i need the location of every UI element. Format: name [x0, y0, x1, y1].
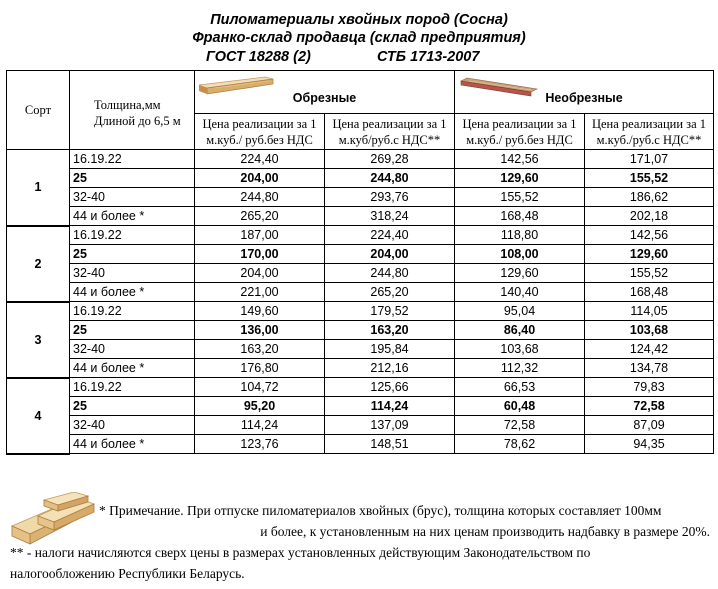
edged-price-no-vat: 265,20 [195, 207, 325, 226]
edged-price-vat: 114,24 [325, 397, 455, 416]
col-edged-no-vat: Цена реализации за 1 м.куб./ руб.без НДС [195, 114, 325, 150]
lumber-stack-icon [10, 492, 98, 548]
thickness-cell: 32-40 [70, 188, 195, 207]
table-row [7, 150, 714, 169]
col-unedged-vat: Цена реализации за 1 м.куб./руб.с НДС** [585, 114, 714, 150]
price-table [6, 70, 714, 455]
table-row [7, 207, 714, 226]
unedged-price-vat: 94,35 [585, 435, 714, 454]
table-row [7, 264, 714, 283]
edged-price-no-vat: 104,72 [195, 378, 325, 397]
unedged-price-no-vat: 103,68 [455, 340, 585, 359]
unedged-price-no-vat: 72,58 [455, 416, 585, 435]
table-row [7, 321, 714, 340]
edged-price-no-vat: 204,00 [195, 169, 325, 188]
thickness-cell: 16.19.22 [70, 378, 195, 397]
unedged-price-vat: 168,48 [585, 283, 714, 302]
unedged-price-no-vat: 168,48 [455, 207, 585, 226]
thickness-cell: 44 и более * [70, 207, 195, 226]
thickness-cell: 25 [70, 245, 195, 264]
edged-price-no-vat: 149,60 [195, 302, 325, 321]
edged-price-vat: 137,09 [325, 416, 455, 435]
edged-price-vat: 125,66 [325, 378, 455, 397]
table-row [7, 435, 714, 454]
edged-price-no-vat: 123,76 [195, 435, 325, 454]
thickness-label: Толщина,мм [94, 98, 161, 112]
unedged-price-vat: 129,60 [585, 245, 714, 264]
table-row [7, 188, 714, 207]
note-2-line-2: налогообложению Республики Беларусь. [10, 566, 245, 581]
unedged-price-vat: 114,05 [585, 302, 714, 321]
edged-price-vat: 195,84 [325, 340, 455, 359]
unedged-header [455, 71, 714, 114]
unedged-price-vat: 134,78 [585, 359, 714, 378]
note-2-line-1: ** - налоги начисляются сверх цены в размерах установленных действующим Законодательством по [10, 545, 591, 560]
edged-price-no-vat: 114,24 [195, 416, 325, 435]
thickness-cell: 25 [70, 321, 195, 340]
thickness-header [70, 71, 195, 150]
thickness-cell: 25 [70, 397, 195, 416]
table-row [7, 245, 714, 264]
edged-price-no-vat: 95,20 [195, 397, 325, 416]
stb-label: СТБ 1713-2007 [377, 49, 480, 65]
length-label: Длиной до 6,5 м [94, 114, 181, 128]
unedged-price-no-vat: 118,80 [455, 226, 585, 245]
edged-price-no-vat: 204,00 [195, 264, 325, 283]
unedged-price-vat: 155,52 [585, 169, 714, 188]
edged-price-vat: 269,28 [325, 150, 455, 169]
grade-cell: 1 [7, 150, 70, 226]
grade-cell: 4 [7, 378, 70, 454]
thickness-cell: 16.19.22 [70, 302, 195, 321]
unedged-price-vat: 124,42 [585, 340, 714, 359]
edged-price-no-vat: 187,00 [195, 226, 325, 245]
edged-price-no-vat: 176,80 [195, 359, 325, 378]
thickness-cell: 16.19.22 [70, 150, 195, 169]
edged-price-no-vat: 136,00 [195, 321, 325, 340]
edged-price-no-vat: 163,20 [195, 340, 325, 359]
edged-price-vat: 265,20 [325, 283, 455, 302]
unedged-price-vat: 171,07 [585, 150, 714, 169]
edged-price-no-vat: 170,00 [195, 245, 325, 264]
grade-cell: 2 [7, 226, 70, 302]
thickness-cell: 44 и более * [70, 283, 195, 302]
sort-header: Сорт [7, 71, 70, 150]
table-row [7, 359, 714, 378]
unedged-price-no-vat: 86,40 [455, 321, 585, 340]
edged-price-vat: 244,80 [325, 264, 455, 283]
unedged-price-vat: 79,83 [585, 378, 714, 397]
edged-price-vat: 244,80 [325, 169, 455, 188]
table-row [7, 397, 714, 416]
unedged-price-no-vat: 95,04 [455, 302, 585, 321]
gost-label: ГОСТ 18288 (2) [206, 49, 311, 65]
title-line-1: Пиломатериалы хвойных пород (Сосна) [210, 12, 508, 28]
unedged-price-vat: 155,52 [585, 264, 714, 283]
unedged-price-no-vat: 78,62 [455, 435, 585, 454]
edged-price-no-vat: 244,80 [195, 188, 325, 207]
unedged-price-vat: 103,68 [585, 321, 714, 340]
unedged-price-vat: 142,56 [585, 226, 714, 245]
edged-header [195, 71, 455, 114]
edged-price-vat: 212,16 [325, 359, 455, 378]
table-row [7, 378, 714, 397]
edged-price-vat: 224,40 [325, 226, 455, 245]
note-1-line-1: * Примечание. При отпуске пиломатериалов хвойных (брус), толщина которых составляет 100мм [99, 503, 662, 518]
unedged-price-no-vat: 66,53 [455, 378, 585, 397]
edged-price-vat: 293,76 [325, 188, 455, 207]
edged-label: Обрезные [292, 91, 357, 105]
edged-price-vat: 148,51 [325, 435, 455, 454]
unedged-price-no-vat: 60,48 [455, 397, 585, 416]
col-edged-vat: Цена реализации за 1 м.куб/руб.с НДС** [325, 114, 455, 150]
unedged-price-no-vat: 142,56 [455, 150, 585, 169]
unedged-price-no-vat: 129,60 [455, 169, 585, 188]
unedged-price-vat: 202,18 [585, 207, 714, 226]
table-row [7, 283, 714, 302]
table-row [7, 169, 714, 188]
unedged-price-vat: 87,09 [585, 416, 714, 435]
table-row [7, 302, 714, 321]
unedged-price-no-vat: 129,60 [455, 264, 585, 283]
col-unedged-no-vat: Цена реализации за 1 м.куб./ руб.без НДС [455, 114, 585, 150]
thickness-cell: 32-40 [70, 264, 195, 283]
table-row [7, 416, 714, 435]
thickness-cell: 44 и более * [70, 359, 195, 378]
unedged-price-vat: 186,62 [585, 188, 714, 207]
unedged-price-no-vat: 155,52 [455, 188, 585, 207]
edged-price-vat: 204,00 [325, 245, 455, 264]
thickness-cell: 44 и более * [70, 435, 195, 454]
grade-cell: 3 [7, 302, 70, 378]
edged-price-no-vat: 221,00 [195, 283, 325, 302]
edged-price-vat: 163,20 [325, 321, 455, 340]
edged-price-vat: 318,24 [325, 207, 455, 226]
unedged-price-no-vat: 112,32 [455, 359, 585, 378]
thickness-cell: 25 [70, 169, 195, 188]
edged-price-vat: 179,52 [325, 302, 455, 321]
table-row [7, 340, 714, 359]
unedged-price-no-vat: 140,40 [455, 283, 585, 302]
thickness-cell: 32-40 [70, 416, 195, 435]
edged-price-no-vat: 224,40 [195, 150, 325, 169]
unedged-label: Необрезные [545, 91, 623, 105]
thickness-cell: 32-40 [70, 340, 195, 359]
title-line-2: Франко-склад продавца (склад предприятия) [192, 30, 526, 46]
table-row [7, 226, 714, 245]
note-1-line-2: и более, к установленным на них ценам производить надбавку в размере 20%. [260, 524, 710, 539]
thickness-cell: 16.19.22 [70, 226, 195, 245]
unedged-price-no-vat: 108,00 [455, 245, 585, 264]
unedged-price-vat: 72,58 [585, 397, 714, 416]
